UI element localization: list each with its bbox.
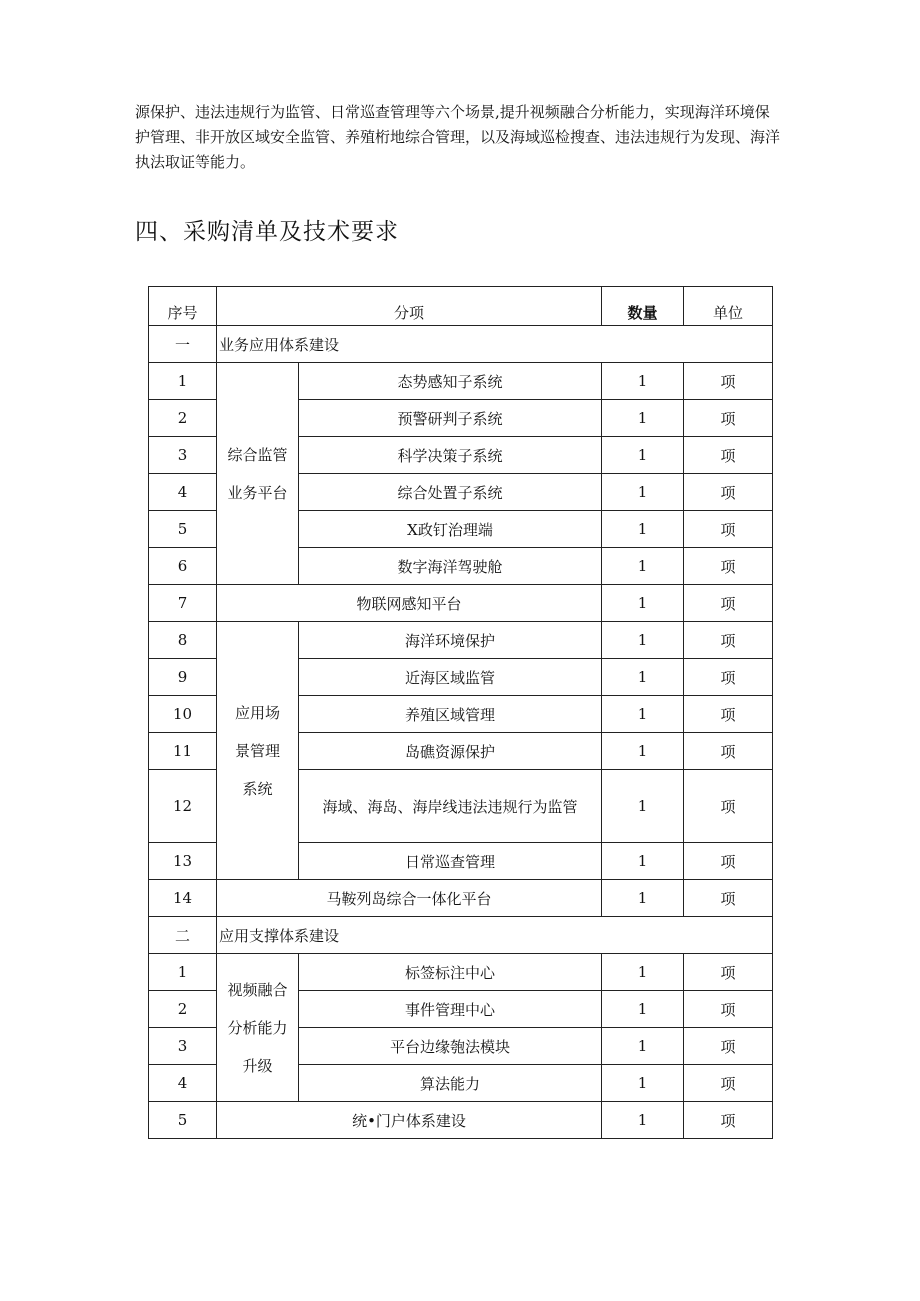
header-no: 序号 <box>149 287 217 326</box>
procurement-table <box>148 286 773 1139</box>
intro-line: 执法取证等能力。 <box>135 153 256 171</box>
row-qty: 1 <box>602 1102 684 1139</box>
row-unit: 项 <box>684 548 773 585</box>
row-item: 数字海洋驾驶舱 <box>299 548 602 585</box>
section-heading: 四、采购清单及技术要求 <box>135 219 399 245</box>
group-label <box>217 954 299 1102</box>
table-row <box>149 880 773 917</box>
row-item: 日常巡查管理 <box>299 843 602 880</box>
group-label-line: 分析能力 <box>227 1018 288 1037</box>
table-header-row <box>149 287 773 326</box>
row-item: 预警研判子系统 <box>299 400 602 437</box>
row-qty: 1 <box>602 880 684 917</box>
header-qty: 数量 <box>602 287 684 326</box>
row-unit: 项 <box>684 363 773 400</box>
group-label-line: 升级 <box>242 1056 273 1075</box>
row-qty: 1 <box>602 991 684 1028</box>
row-qty: 1 <box>602 363 684 400</box>
row-unit: 项 <box>684 1065 773 1102</box>
table-row <box>149 1102 773 1139</box>
row-qty: 1 <box>602 843 684 880</box>
table-row <box>149 363 773 400</box>
row-no: 6 <box>149 548 217 585</box>
row-item: 标签标注中心 <box>299 954 602 991</box>
row-qty: 1 <box>602 400 684 437</box>
row-no: 11 <box>149 733 217 770</box>
row-no: 12 <box>149 770 217 843</box>
group-label-line: 景管理 <box>234 741 280 760</box>
row-no: 9 <box>149 659 217 696</box>
row-item: 事件管理中心 <box>299 991 602 1028</box>
row-unit: 项 <box>684 1102 773 1139</box>
section-no: 二 <box>149 917 217 954</box>
row-qty: 1 <box>602 511 684 548</box>
row-qty: 1 <box>602 437 684 474</box>
row-no: 4 <box>149 1065 217 1102</box>
row-item: 养殖区域管理 <box>299 696 602 733</box>
group-label-line: 综合监管 <box>227 445 288 464</box>
row-item: 科学决策子系统 <box>299 437 602 474</box>
row-no: 5 <box>149 511 217 548</box>
row-item: 海洋环境保护 <box>299 622 602 659</box>
row-item: 算法能力 <box>299 1065 602 1102</box>
row-unit: 项 <box>684 659 773 696</box>
intro-line: 源保护、违法违规行为监管、日常巡查管理等六个场景,提升视频融合分析能力，实现海洋环境保 <box>135 103 770 121</box>
header-unit: 单位 <box>684 287 773 326</box>
group-label-line: 业务平台 <box>227 483 288 502</box>
row-no: 2 <box>149 991 217 1028</box>
row-item: 综合处置子系统 <box>299 474 602 511</box>
row-no: 8 <box>149 622 217 659</box>
row-unit: 项 <box>684 991 773 1028</box>
section-title: 应用支撑体系建设 <box>217 917 773 954</box>
row-qty: 1 <box>602 659 684 696</box>
row-no: 1 <box>149 363 217 400</box>
row-unit: 项 <box>684 843 773 880</box>
section-row <box>149 917 773 954</box>
row-qty: 1 <box>602 696 684 733</box>
table-row <box>149 622 773 659</box>
table-row <box>149 954 773 991</box>
row-item: 态势感知子系统 <box>299 363 602 400</box>
group-label-line: 应用场 <box>234 703 280 722</box>
row-unit: 项 <box>684 437 773 474</box>
row-no: 5 <box>149 1102 217 1139</box>
row-unit: 项 <box>684 622 773 659</box>
group-label-line: 系统 <box>242 779 273 798</box>
row-no: 7 <box>149 585 217 622</box>
row-item: 岛礁资源保护 <box>299 733 602 770</box>
row-unit: 项 <box>684 511 773 548</box>
row-no: 13 <box>149 843 217 880</box>
row-unit: 项 <box>684 770 773 843</box>
row-no: 3 <box>149 437 217 474</box>
row-qty: 1 <box>602 1028 684 1065</box>
row-unit: 项 <box>684 1028 773 1065</box>
row-unit: 项 <box>684 400 773 437</box>
row-qty: 1 <box>602 954 684 991</box>
row-qty: 1 <box>602 1065 684 1102</box>
row-qty: 1 <box>602 585 684 622</box>
row-unit: 项 <box>684 733 773 770</box>
row-qty: 1 <box>602 474 684 511</box>
row-qty: 1 <box>602 548 684 585</box>
row-qty: 1 <box>602 622 684 659</box>
group-label-line: 视频融合 <box>227 980 288 999</box>
row-no: 2 <box>149 400 217 437</box>
section-row <box>149 326 773 363</box>
row-unit: 项 <box>684 474 773 511</box>
row-no: 1 <box>149 954 217 991</box>
row-item: 统•门户体系建设 <box>217 1102 602 1139</box>
row-item: 近海区域监管 <box>299 659 602 696</box>
row-item: 物联网感知平台 <box>217 585 602 622</box>
row-unit: 项 <box>684 880 773 917</box>
row-unit: 项 <box>684 696 773 733</box>
row-qty: 1 <box>602 770 684 843</box>
row-no: 4 <box>149 474 217 511</box>
table-row <box>149 585 773 622</box>
row-qty: 1 <box>602 733 684 770</box>
row-item: 马鞍列岛综合一体化平台 <box>217 880 602 917</box>
group-label <box>217 363 299 585</box>
row-unit: 项 <box>684 954 773 991</box>
row-item: 平台边缘匏法模块 <box>299 1028 602 1065</box>
row-no: 14 <box>149 880 217 917</box>
row-no: 10 <box>149 696 217 733</box>
header-item: 分项 <box>217 287 602 326</box>
row-item: 海域、海岛、海岸线违法违规行为监管 <box>299 770 602 843</box>
intro-paragraph <box>135 100 825 175</box>
section-title: 业务应用体系建设 <box>217 326 773 363</box>
group-label <box>217 622 299 880</box>
row-no: 3 <box>149 1028 217 1065</box>
row-item: X政钉治理端 <box>299 511 602 548</box>
section-no: 一 <box>149 326 217 363</box>
row-unit: 项 <box>684 585 773 622</box>
intro-line: 护管理、非开放区域安全监管、养殖桁地综合管理，以及海域巡检搜查、违法违规行为发现、海洋 <box>135 128 781 146</box>
